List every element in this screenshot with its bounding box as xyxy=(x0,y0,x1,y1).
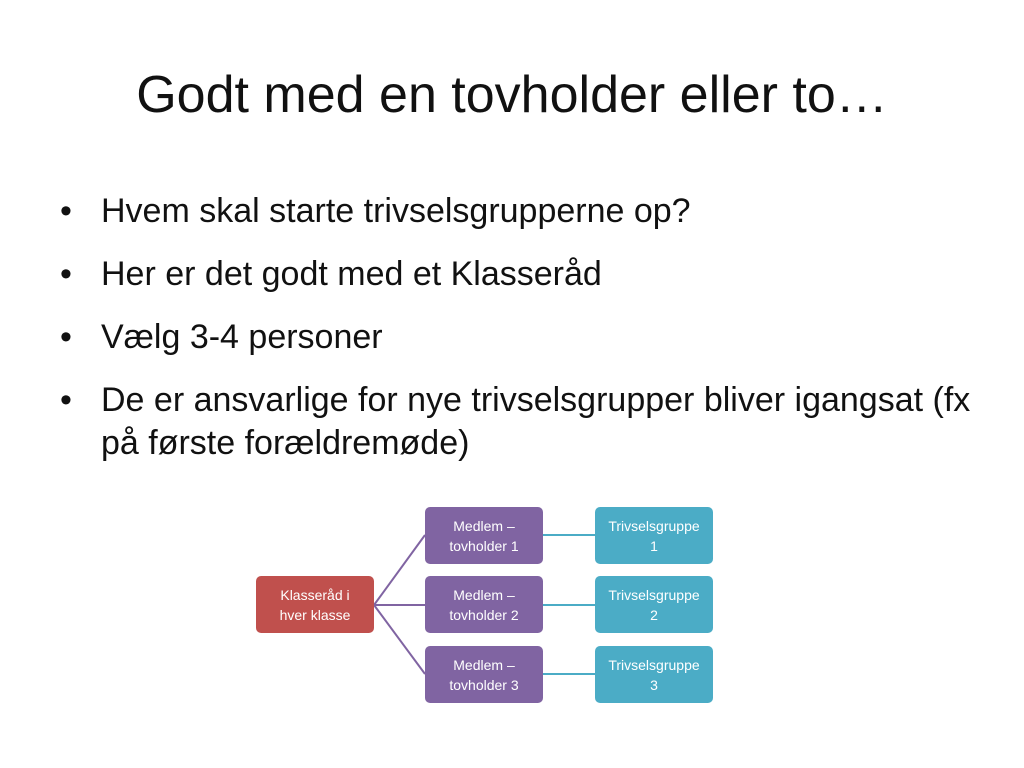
group-node-line-1: Trivselsgruppe xyxy=(608,517,700,534)
bullet-item xyxy=(60,253,980,296)
bullet-item xyxy=(60,316,980,359)
bullet-text: Vælg 3-4 personer xyxy=(101,318,383,356)
member-node-line-1: Medlem – xyxy=(453,656,515,673)
group-node-line-1: Trivselsgruppe xyxy=(608,656,700,673)
bullet-list xyxy=(60,190,980,485)
group-node-3 xyxy=(595,646,713,703)
bullet-icon: • xyxy=(60,255,72,293)
connector-root-to-member-3 xyxy=(374,605,425,674)
member-node-line-2: tovholder 3 xyxy=(449,676,519,693)
group-node-line-2: 1 xyxy=(650,537,658,554)
member-node-1 xyxy=(425,507,543,564)
bullet-text: Hvem skal starte trivselsgrupperne op? xyxy=(101,192,691,230)
group-node-2 xyxy=(595,576,713,633)
member-node-line-1: Medlem – xyxy=(453,517,515,534)
member-node-line-2: tovholder 1 xyxy=(449,537,519,554)
member-node-2 xyxy=(425,576,543,633)
group-node-line-1: Trivselsgruppe xyxy=(608,586,700,603)
group-node-line-2: 3 xyxy=(650,676,658,693)
slide-title: Godt med en tovholder eller to… xyxy=(136,66,888,124)
bullet-icon: • xyxy=(60,318,72,356)
root-node-line-2: hver klasse xyxy=(279,606,351,623)
bullet-icon: • xyxy=(60,381,72,419)
root-node-class-council xyxy=(256,576,374,633)
bullet-icon: • xyxy=(60,192,72,230)
bullet-item xyxy=(60,379,980,465)
bullet-item xyxy=(60,190,980,233)
bullet-text: De er ansvarlige for nye trivselsgrupper bliver igangsat (fx på første forældremøde) xyxy=(101,381,971,462)
root-node-line-1: Klasseråd i xyxy=(280,586,350,603)
bullet-text: Her er det godt med et Klasseråd xyxy=(101,255,602,293)
member-node-line-2: tovholder 2 xyxy=(449,606,519,623)
group-node-line-2: 2 xyxy=(650,606,658,623)
connector-root-to-member-1 xyxy=(374,535,425,605)
member-node-3 xyxy=(425,646,543,703)
group-node-1 xyxy=(595,507,713,564)
member-node-line-1: Medlem – xyxy=(453,586,515,603)
